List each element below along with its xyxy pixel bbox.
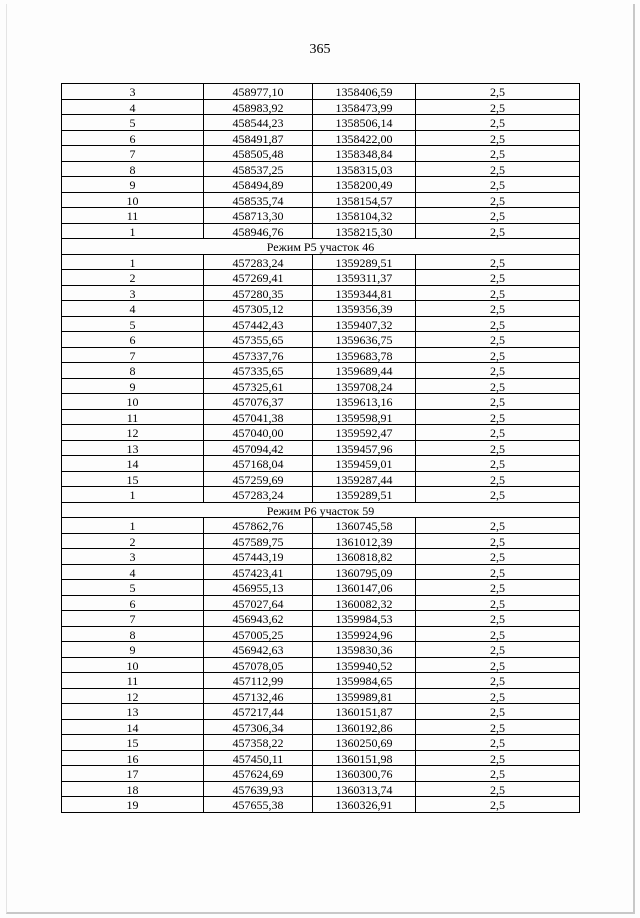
y-coordinate-cell: 1359311,37 bbox=[313, 270, 416, 286]
x-coordinate-cell: 457639,93 bbox=[204, 781, 313, 797]
table-row bbox=[62, 115, 580, 131]
table-row bbox=[62, 208, 580, 224]
accuracy-cell: 2,5 bbox=[416, 130, 580, 146]
point-number-cell: 17 bbox=[62, 766, 204, 782]
accuracy-cell: 2,5 bbox=[416, 146, 580, 162]
accuracy-cell: 2,5 bbox=[416, 332, 580, 348]
section-title: Режим Р6 участок 59 bbox=[62, 502, 580, 518]
x-coordinate-cell: 457094,42 bbox=[204, 440, 313, 456]
coordinates-table-body bbox=[62, 84, 580, 813]
accuracy-cell: 2,5 bbox=[416, 347, 580, 363]
table-row bbox=[62, 270, 580, 286]
table-row bbox=[62, 254, 580, 270]
table-row bbox=[62, 642, 580, 658]
x-coordinate-cell: 457862,76 bbox=[204, 518, 313, 534]
table-row bbox=[62, 580, 580, 596]
table-row bbox=[62, 456, 580, 472]
accuracy-cell: 2,5 bbox=[416, 99, 580, 115]
x-coordinate-cell: 457078,05 bbox=[204, 657, 313, 673]
point-number-cell: 6 bbox=[62, 130, 204, 146]
table-row bbox=[62, 409, 580, 425]
x-coordinate-cell: 457005,25 bbox=[204, 626, 313, 642]
y-coordinate-cell: 1358215,30 bbox=[313, 223, 416, 239]
point-number-cell: 13 bbox=[62, 440, 204, 456]
y-coordinate-cell: 1358422,00 bbox=[313, 130, 416, 146]
y-coordinate-cell: 1358473,99 bbox=[313, 99, 416, 115]
x-coordinate-cell: 457443,19 bbox=[204, 549, 313, 565]
x-coordinate-cell: 458505,48 bbox=[204, 146, 313, 162]
x-coordinate-cell: 457041,38 bbox=[204, 409, 313, 425]
point-number-cell: 3 bbox=[62, 84, 204, 100]
accuracy-cell: 2,5 bbox=[416, 611, 580, 627]
y-coordinate-cell: 1359636,75 bbox=[313, 332, 416, 348]
accuracy-cell: 2,5 bbox=[416, 301, 580, 317]
accuracy-cell: 2,5 bbox=[416, 177, 580, 193]
table-row bbox=[62, 704, 580, 720]
point-number-cell: 12 bbox=[62, 688, 204, 704]
point-number-cell: 4 bbox=[62, 99, 204, 115]
x-coordinate-cell: 457337,76 bbox=[204, 347, 313, 363]
y-coordinate-cell: 1358406,59 bbox=[313, 84, 416, 100]
accuracy-cell: 2,5 bbox=[416, 704, 580, 720]
y-coordinate-cell: 1359613,16 bbox=[313, 394, 416, 410]
table-row bbox=[62, 626, 580, 642]
y-coordinate-cell: 1359984,65 bbox=[313, 673, 416, 689]
table-row bbox=[62, 471, 580, 487]
table-row bbox=[62, 719, 580, 735]
table-row bbox=[62, 285, 580, 301]
point-number-cell: 1 bbox=[62, 254, 204, 270]
point-number-cell: 6 bbox=[62, 595, 204, 611]
point-number-cell: 14 bbox=[62, 456, 204, 472]
x-coordinate-cell: 457259,69 bbox=[204, 471, 313, 487]
accuracy-cell: 2,5 bbox=[416, 378, 580, 394]
x-coordinate-cell: 457306,34 bbox=[204, 719, 313, 735]
point-number-cell: 5 bbox=[62, 115, 204, 131]
point-number-cell: 18 bbox=[62, 781, 204, 797]
accuracy-cell: 2,5 bbox=[416, 363, 580, 379]
x-coordinate-cell: 456955,13 bbox=[204, 580, 313, 596]
point-number-cell: 8 bbox=[62, 626, 204, 642]
table-row bbox=[62, 332, 580, 348]
y-coordinate-cell: 1359689,44 bbox=[313, 363, 416, 379]
accuracy-cell: 2,5 bbox=[416, 766, 580, 782]
table-row bbox=[62, 688, 580, 704]
table-row bbox=[62, 130, 580, 146]
page-number: 365 bbox=[309, 42, 331, 57]
accuracy-cell: 2,5 bbox=[416, 270, 580, 286]
point-number-cell: 8 bbox=[62, 363, 204, 379]
y-coordinate-cell: 1360326,91 bbox=[313, 797, 416, 813]
table-row bbox=[62, 425, 580, 441]
y-coordinate-cell: 1359989,81 bbox=[313, 688, 416, 704]
point-number-cell: 3 bbox=[62, 549, 204, 565]
y-coordinate-cell: 1358506,14 bbox=[313, 115, 416, 131]
point-number-cell: 9 bbox=[62, 177, 204, 193]
accuracy-cell: 2,5 bbox=[416, 657, 580, 673]
table-row bbox=[62, 487, 580, 503]
x-coordinate-cell: 457280,35 bbox=[204, 285, 313, 301]
y-coordinate-cell: 1360250,69 bbox=[313, 735, 416, 751]
x-coordinate-cell: 458494,89 bbox=[204, 177, 313, 193]
table-row bbox=[62, 347, 580, 363]
y-coordinate-cell: 1360795,09 bbox=[313, 564, 416, 580]
table-row bbox=[62, 564, 580, 580]
table-row bbox=[62, 750, 580, 766]
table-row bbox=[62, 146, 580, 162]
accuracy-cell: 2,5 bbox=[416, 580, 580, 596]
x-coordinate-cell: 457269,41 bbox=[204, 270, 313, 286]
table-row bbox=[62, 223, 580, 239]
accuracy-cell: 2,5 bbox=[416, 797, 580, 813]
x-coordinate-cell: 456942,63 bbox=[204, 642, 313, 658]
x-coordinate-cell: 457027,64 bbox=[204, 595, 313, 611]
table-row bbox=[62, 378, 580, 394]
table-row bbox=[62, 518, 580, 534]
y-coordinate-cell: 1359287,44 bbox=[313, 471, 416, 487]
y-coordinate-cell: 1360192,86 bbox=[313, 719, 416, 735]
point-number-cell: 10 bbox=[62, 192, 204, 208]
accuracy-cell: 2,5 bbox=[416, 115, 580, 131]
y-coordinate-cell: 1358154,57 bbox=[313, 192, 416, 208]
section-title: Режим Р5 участок 46 bbox=[62, 239, 580, 255]
accuracy-cell: 2,5 bbox=[416, 549, 580, 565]
point-number-cell: 9 bbox=[62, 642, 204, 658]
x-coordinate-cell: 458491,87 bbox=[204, 130, 313, 146]
table-row bbox=[62, 673, 580, 689]
table-row bbox=[62, 549, 580, 565]
table-row bbox=[62, 735, 580, 751]
point-number-cell: 13 bbox=[62, 704, 204, 720]
table-row bbox=[62, 595, 580, 611]
y-coordinate-cell: 1360818,82 bbox=[313, 549, 416, 565]
table-row bbox=[62, 192, 580, 208]
point-number-cell: 15 bbox=[62, 471, 204, 487]
accuracy-cell: 2,5 bbox=[416, 84, 580, 100]
y-coordinate-cell: 1360147,06 bbox=[313, 580, 416, 596]
point-number-cell: 11 bbox=[62, 208, 204, 224]
y-coordinate-cell: 1358104,32 bbox=[313, 208, 416, 224]
y-coordinate-cell: 1359683,78 bbox=[313, 347, 416, 363]
y-coordinate-cell: 1358315,03 bbox=[313, 161, 416, 177]
x-coordinate-cell: 458535,74 bbox=[204, 192, 313, 208]
x-coordinate-cell: 457168,04 bbox=[204, 456, 313, 472]
x-coordinate-cell: 457132,46 bbox=[204, 688, 313, 704]
table-row bbox=[62, 301, 580, 317]
accuracy-cell: 2,5 bbox=[416, 673, 580, 689]
point-number-cell: 1 bbox=[62, 518, 204, 534]
table-row bbox=[62, 363, 580, 379]
accuracy-cell: 2,5 bbox=[416, 425, 580, 441]
y-coordinate-cell: 1361012,39 bbox=[313, 533, 416, 549]
section-header-row bbox=[62, 239, 580, 255]
x-coordinate-cell: 458713,30 bbox=[204, 208, 313, 224]
section-header-row bbox=[62, 502, 580, 518]
x-coordinate-cell: 457325,61 bbox=[204, 378, 313, 394]
x-coordinate-cell: 457040,00 bbox=[204, 425, 313, 441]
y-coordinate-cell: 1358348,84 bbox=[313, 146, 416, 162]
point-number-cell: 14 bbox=[62, 719, 204, 735]
table-row bbox=[62, 177, 580, 193]
x-coordinate-cell: 456943,62 bbox=[204, 611, 313, 627]
y-coordinate-cell: 1359356,39 bbox=[313, 301, 416, 317]
x-coordinate-cell: 457450,11 bbox=[204, 750, 313, 766]
x-coordinate-cell: 458983,92 bbox=[204, 99, 313, 115]
accuracy-cell: 2,5 bbox=[416, 518, 580, 534]
point-number-cell: 7 bbox=[62, 347, 204, 363]
accuracy-cell: 2,5 bbox=[416, 254, 580, 270]
point-number-cell: 8 bbox=[62, 161, 204, 177]
point-number-cell: 11 bbox=[62, 673, 204, 689]
accuracy-cell: 2,5 bbox=[416, 564, 580, 580]
x-coordinate-cell: 457283,24 bbox=[204, 254, 313, 270]
point-number-cell: 4 bbox=[62, 564, 204, 580]
y-coordinate-cell: 1359708,24 bbox=[313, 378, 416, 394]
coordinates-table bbox=[61, 83, 580, 813]
point-number-cell: 9 bbox=[62, 378, 204, 394]
x-coordinate-cell: 458544,23 bbox=[204, 115, 313, 131]
accuracy-cell: 2,5 bbox=[416, 471, 580, 487]
point-number-cell: 2 bbox=[62, 533, 204, 549]
y-coordinate-cell: 1359289,51 bbox=[313, 487, 416, 503]
point-number-cell: 11 bbox=[62, 409, 204, 425]
x-coordinate-cell: 457112,99 bbox=[204, 673, 313, 689]
y-coordinate-cell: 1359984,53 bbox=[313, 611, 416, 627]
y-coordinate-cell: 1358200,49 bbox=[313, 177, 416, 193]
table-row bbox=[62, 781, 580, 797]
x-coordinate-cell: 458977,10 bbox=[204, 84, 313, 100]
point-number-cell: 1 bbox=[62, 487, 204, 503]
table-row bbox=[62, 161, 580, 177]
point-number-cell: 19 bbox=[62, 797, 204, 813]
x-coordinate-cell: 457335,65 bbox=[204, 363, 313, 379]
accuracy-cell: 2,5 bbox=[416, 161, 580, 177]
table-row bbox=[62, 84, 580, 100]
y-coordinate-cell: 1359459,01 bbox=[313, 456, 416, 472]
table-row bbox=[62, 611, 580, 627]
table-row bbox=[62, 766, 580, 782]
x-coordinate-cell: 457217,44 bbox=[204, 704, 313, 720]
x-coordinate-cell: 457442,43 bbox=[204, 316, 313, 332]
x-coordinate-cell: 457076,37 bbox=[204, 394, 313, 410]
table-row bbox=[62, 440, 580, 456]
point-number-cell: 10 bbox=[62, 394, 204, 410]
accuracy-cell: 2,5 bbox=[416, 409, 580, 425]
y-coordinate-cell: 1359592,47 bbox=[313, 425, 416, 441]
y-coordinate-cell: 1359940,52 bbox=[313, 657, 416, 673]
accuracy-cell: 2,5 bbox=[416, 719, 580, 735]
point-number-cell: 5 bbox=[62, 580, 204, 596]
accuracy-cell: 2,5 bbox=[416, 192, 580, 208]
accuracy-cell: 2,5 bbox=[416, 223, 580, 239]
accuracy-cell: 2,5 bbox=[416, 208, 580, 224]
table-row bbox=[62, 797, 580, 813]
accuracy-cell: 2,5 bbox=[416, 456, 580, 472]
point-number-cell: 6 bbox=[62, 332, 204, 348]
x-coordinate-cell: 457624,69 bbox=[204, 766, 313, 782]
accuracy-cell: 2,5 bbox=[416, 642, 580, 658]
table-row bbox=[62, 394, 580, 410]
accuracy-cell: 2,5 bbox=[416, 487, 580, 503]
accuracy-cell: 2,5 bbox=[416, 533, 580, 549]
point-number-cell: 5 bbox=[62, 316, 204, 332]
accuracy-cell: 2,5 bbox=[416, 394, 580, 410]
table-row bbox=[62, 657, 580, 673]
y-coordinate-cell: 1359344,81 bbox=[313, 285, 416, 301]
y-coordinate-cell: 1360313,74 bbox=[313, 781, 416, 797]
accuracy-cell: 2,5 bbox=[416, 316, 580, 332]
point-number-cell: 12 bbox=[62, 425, 204, 441]
y-coordinate-cell: 1359407,32 bbox=[313, 316, 416, 332]
table-row bbox=[62, 99, 580, 115]
y-coordinate-cell: 1360151,87 bbox=[313, 704, 416, 720]
y-coordinate-cell: 1359457,96 bbox=[313, 440, 416, 456]
accuracy-cell: 2,5 bbox=[416, 626, 580, 642]
accuracy-cell: 2,5 bbox=[416, 285, 580, 301]
point-number-cell: 1 bbox=[62, 223, 204, 239]
y-coordinate-cell: 1359289,51 bbox=[313, 254, 416, 270]
y-coordinate-cell: 1360082,32 bbox=[313, 595, 416, 611]
x-coordinate-cell: 458946,76 bbox=[204, 223, 313, 239]
x-coordinate-cell: 457358,22 bbox=[204, 735, 313, 751]
y-coordinate-cell: 1359924,96 bbox=[313, 626, 416, 642]
accuracy-cell: 2,5 bbox=[416, 735, 580, 751]
accuracy-cell: 2,5 bbox=[416, 688, 580, 704]
point-number-cell: 7 bbox=[62, 611, 204, 627]
y-coordinate-cell: 1360745,58 bbox=[313, 518, 416, 534]
point-number-cell: 4 bbox=[62, 301, 204, 317]
accuracy-cell: 2,5 bbox=[416, 750, 580, 766]
x-coordinate-cell: 457305,12 bbox=[204, 301, 313, 317]
y-coordinate-cell: 1360151,98 bbox=[313, 750, 416, 766]
x-coordinate-cell: 457589,75 bbox=[204, 533, 313, 549]
point-number-cell: 7 bbox=[62, 146, 204, 162]
point-number-cell: 10 bbox=[62, 657, 204, 673]
x-coordinate-cell: 457655,38 bbox=[204, 797, 313, 813]
x-coordinate-cell: 457423,41 bbox=[204, 564, 313, 580]
x-coordinate-cell: 457355,65 bbox=[204, 332, 313, 348]
y-coordinate-cell: 1360300,76 bbox=[313, 766, 416, 782]
point-number-cell: 2 bbox=[62, 270, 204, 286]
point-number-cell: 16 bbox=[62, 750, 204, 766]
accuracy-cell: 2,5 bbox=[416, 595, 580, 611]
x-coordinate-cell: 457283,24 bbox=[204, 487, 313, 503]
point-number-cell: 15 bbox=[62, 735, 204, 751]
x-coordinate-cell: 458537,25 bbox=[204, 161, 313, 177]
point-number-cell: 3 bbox=[62, 285, 204, 301]
y-coordinate-cell: 1359598,91 bbox=[313, 409, 416, 425]
accuracy-cell: 2,5 bbox=[416, 781, 580, 797]
table-row bbox=[62, 316, 580, 332]
y-coordinate-cell: 1359830,36 bbox=[313, 642, 416, 658]
table-row bbox=[62, 533, 580, 549]
accuracy-cell: 2,5 bbox=[416, 440, 580, 456]
